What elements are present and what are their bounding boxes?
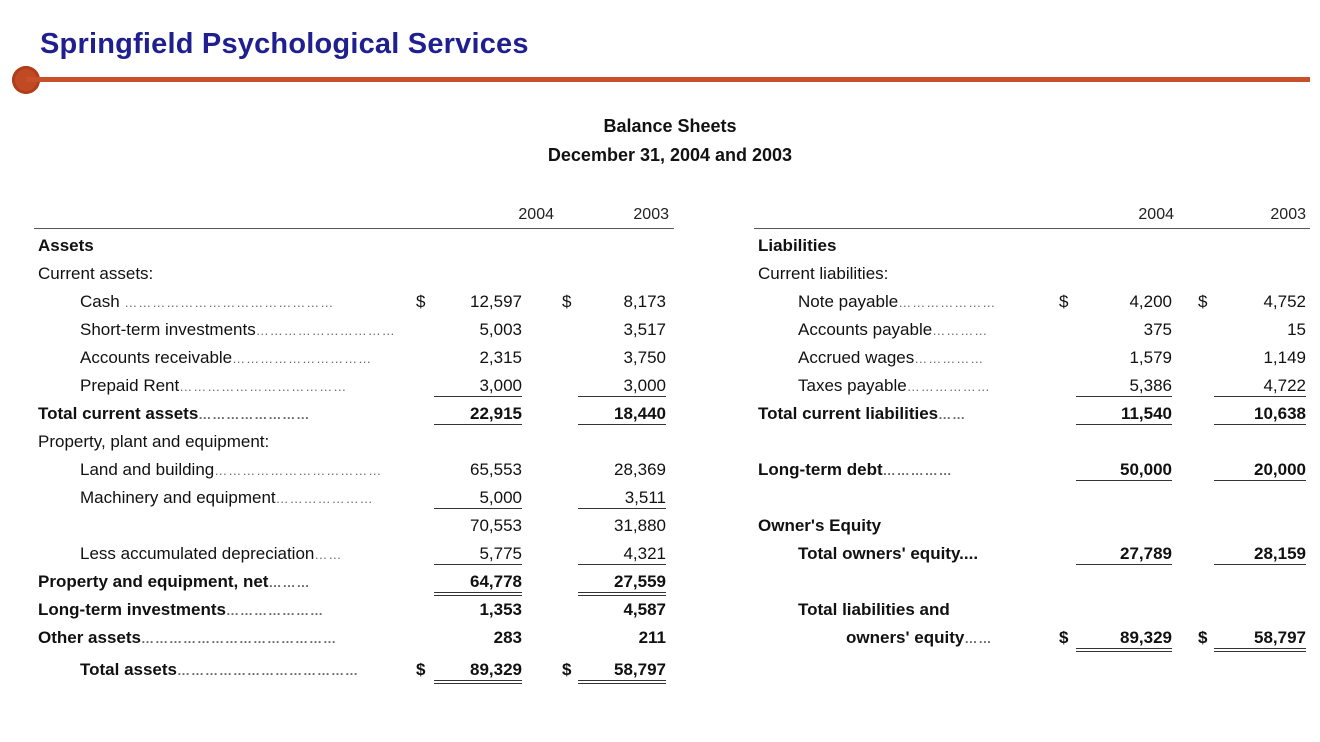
value-2003: 4,752 [1263,292,1306,311]
value-2004: 283 [493,628,522,647]
assets-panel [34,202,674,702]
table-row: Land and building……………………………… 65,553 28,369 [80,460,666,479]
value-2003: 211 [638,628,666,647]
value-2004: 375 [1143,320,1172,339]
value-2004: 2,315 [479,348,522,367]
current-assets-heading: Current assets: [38,264,154,283]
row-label: Long-term debt [758,460,883,479]
current-liabilities-heading: Current liabilities: [758,264,889,283]
row-label: Property and equipment, net [38,572,269,591]
value-2004: 5,775 [434,544,522,565]
row-label: Prepaid Rent [80,376,180,395]
value-2003: 20,000 [1214,460,1306,481]
value-2004: 5,000 [434,488,522,509]
row-label: Short-term investments [80,320,256,339]
value-2004: 1,353 [479,600,522,619]
value-2004: 11,540 [1076,404,1172,425]
ppe-heading: Property, plant and equipment: [38,432,270,451]
value-2004: 64,778 [434,572,522,596]
value-2003: 28,159 [1214,544,1306,565]
value-2003: 4,321 [578,544,666,565]
value-2003: 15 [1287,320,1306,339]
row-label: Total current liabilities [758,404,939,423]
row-label: Other assets [38,628,141,647]
total-le-label-line1: Total liabilities and [798,600,950,619]
currency-sign: $ [1198,292,1208,311]
value-2004: 65,553 [470,460,522,479]
table-row: Short-term investments………………………… 5,003 3,517 [80,320,666,339]
table-row: Prepaid Rent……………………………… 3,000 3,000 [80,376,666,395]
table-row: Long-term investments………………… 1,353 4,587 [38,600,666,619]
value-2003: 28,369 [614,460,666,479]
currency-sign: $ [1198,628,1208,647]
table-row: Taxes payable……………… 5,386 4,722 [798,376,1306,395]
currency-sign: $ [1059,292,1069,311]
value-2004: 5,003 [479,320,522,339]
table-row: Accounts payable………… 375 15 [798,320,1306,339]
value-2003: 27,559 [578,572,666,596]
row-label: Accrued wages [798,348,915,367]
row-label: Total current assets [38,404,199,423]
value-2004: 22,915 [434,404,522,425]
table-row: Accounts receivable………………………… 2,315 3,750 [80,348,666,367]
value-2004: 70,553 [470,516,522,535]
assets-heading: Assets [38,236,94,255]
value-2003: 8,173 [623,292,666,311]
table-row [34,512,674,540]
value-2003: 4,587 [623,600,666,619]
row-label: Land and building [80,460,215,479]
row-label: owners' equity [846,628,965,647]
value-2004: 3,000 [434,376,522,397]
table-row: Property and equipment, net……… 64,778 27,559 [34,568,674,596]
col-header-2004: 2004 [1138,206,1174,223]
equity-heading: Owner's Equity [758,516,882,535]
company-title: Springfield Psychological Services [40,28,529,60]
currency-sign: $ [1059,628,1069,647]
currency-sign: $ [416,292,426,311]
row-label: Long-term investments [38,600,226,619]
col-header-2004: 2004 [518,206,554,223]
value-2003: 3,517 [623,320,666,339]
title-rule [26,77,1310,82]
value-2003: 31,880 [614,516,666,535]
value-2003: 58,797 [1214,628,1306,652]
currency-sign: $ [562,660,572,679]
row-label: Cash [80,292,120,311]
row-label: Note payable [798,292,899,311]
table-row: owners' equity…… $ 89,329 $ 58,797 [754,624,1310,652]
table-row: Note payable………………… $ 4,200 $ 4,752 [798,292,1306,311]
liabilities-heading: Liabilities [758,236,837,255]
value-2004: 12,597 [470,292,522,311]
statement-subtitle: December 31, 2004 and 2003 [547,145,793,165]
value-2003: 4,722 [1214,376,1306,397]
value-2004: 89,329 [1076,628,1172,652]
value-2004: 5,386 [1076,376,1172,397]
col-header-2003: 2003 [633,206,669,223]
table-row: Less accumulated depreciation…… 5,775 4,321 [80,544,666,563]
currency-sign: $ [416,660,426,679]
table-row: Total assets………………………………… $ 89,329 $ 58,797 [34,656,674,684]
row-label: Accounts receivable [80,348,233,367]
value-2004: 4,200 [1129,292,1172,311]
table-row: Machinery and equipment………………… 5,000 3,511 [80,488,666,507]
value-2004: 27,789 [1076,544,1172,565]
table-row: Accrued wages…………… 1,579 1,149 [798,348,1306,367]
header-rule [34,228,674,229]
row-label: Taxes payable [798,376,907,395]
col-header-2003: 2003 [1270,206,1306,223]
row-label: Machinery and equipment [80,488,276,507]
row-label: Less accumulated depreciation [80,544,315,563]
row-label: Total owners' equity.... [798,544,979,563]
statement-title: Balance Sheets [603,116,737,136]
value-2003: 18,440 [578,404,666,425]
liabilities-panel [754,202,1310,702]
currency-sign: $ [562,292,572,311]
table-row [754,540,1310,568]
row-label: Total assets [80,660,178,679]
table-row: Total current liabilities…… 11,540 10,638 [758,404,1306,423]
table-row: Total current assets…………………… 22,915 18,440 [38,404,666,423]
value-2003: 10,638 [1214,404,1306,425]
value-2004: 89,329 [434,660,522,684]
table-row: Cash ……………………………………… $ 12,597 $ 8,173 [80,292,666,311]
value-2004: 50,000 [1076,460,1172,481]
table-row: Long-term debt…………… 50,000 20,000 [758,460,1306,479]
table-row: Other assets…………………………………… 283 211 [38,628,666,647]
value-2004: 1,579 [1129,348,1172,367]
value-2003: 3,750 [623,348,666,367]
value-2003: 1,149 [1263,348,1306,367]
header-rule [754,228,1310,229]
value-2003: 58,797 [578,660,666,684]
row-label: Accounts payable [798,320,933,339]
value-2003: 3,000 [578,376,666,397]
value-2003: 3,511 [578,488,666,509]
